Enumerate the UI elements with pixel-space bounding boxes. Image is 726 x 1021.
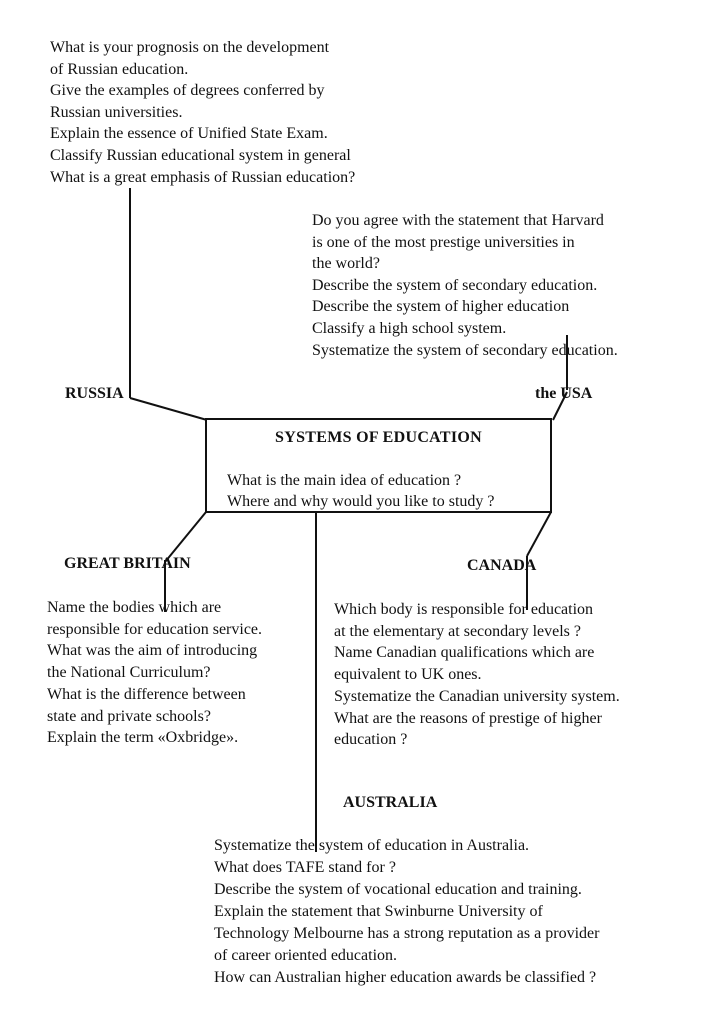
question-line: What is the difference between	[47, 685, 246, 703]
question-line: What is a great emphasis of Russian education?	[50, 168, 356, 186]
question-line: What does TAFE stand for ?	[214, 859, 396, 876]
question-line: Do you agree with the statement that Harvard	[312, 212, 604, 229]
question-line: Systematize the Canadian university system.	[334, 687, 620, 705]
question-line: What was the aim of introducing	[47, 642, 258, 660]
question-line: Explain the term «Oxbridge».	[47, 729, 239, 747]
question-line: Describe the system of vocational education and training.	[214, 881, 582, 898]
question-line: Describe the system of higher education	[312, 298, 570, 316]
australia-label: AUSTRALIA	[343, 794, 438, 811]
canada-questions	[334, 599, 620, 751]
question-line: of career oriented education.	[214, 947, 398, 964]
question-line: Russian universities.	[50, 103, 183, 121]
question-line: Give the examples of degrees conferred by	[50, 82, 325, 100]
russia-questions	[50, 37, 355, 188]
question-line: Technology Melbourne has a strong reputation as a provider	[214, 925, 600, 942]
great-britain-questions	[47, 597, 262, 749]
canada-label: CANADA	[467, 557, 537, 574]
central-topic-box	[205, 418, 552, 513]
question-line: How can Australian higher education awards be classified ?	[214, 969, 597, 986]
question-line: Describe the system of secondary education.	[312, 276, 598, 294]
central-title: SYSTEMS OF EDUCATION	[275, 429, 482, 446]
russia-connector-diagonal	[130, 398, 207, 420]
central-questions	[227, 470, 495, 512]
question-line: Systematize the system of secondary education.	[312, 341, 618, 359]
great-britain-label: GREAT BRITAIN	[64, 555, 191, 572]
question-line: responsible for education service.	[47, 620, 263, 638]
question-line: equivalent to UK ones.	[334, 666, 482, 684]
usa-questions	[312, 210, 618, 361]
question-line: state and private schools?	[47, 707, 211, 725]
question-line: Classify a high school system.	[312, 319, 507, 337]
question-line: Name Canadian qualifications which are	[334, 644, 595, 662]
question-line: Explain the statement that Swinburne University of	[214, 903, 543, 920]
russia-label: RUSSIA	[65, 385, 124, 402]
question-line: Name the bodies which are	[47, 599, 222, 616]
question-line: Classify Russian educational system in general	[50, 146, 351, 164]
question-line: What is the main idea of education ?	[227, 472, 462, 489]
question-line: Where and why would you like to study ?	[227, 493, 495, 510]
canada-connector-diagonal	[527, 512, 551, 556]
question-line: the National Curriculum?	[47, 664, 211, 682]
question-line: education ?	[334, 731, 408, 749]
question-line: Explain the essence of Unified State Exam.	[50, 125, 328, 143]
question-line: is one of the most prestige universities in	[312, 233, 575, 251]
usa-label: the USA	[535, 385, 593, 402]
australia-questions	[214, 835, 599, 989]
question-line: What are the reasons of prestige of higher	[334, 709, 602, 727]
question-line: What is your prognosis on the development	[50, 39, 330, 56]
question-line: the world?	[312, 255, 380, 273]
question-line: Which body is responsible for education	[334, 601, 594, 618]
question-line: Systematize the system of education in Australia.	[214, 837, 530, 854]
question-line: at the elementary at secondary levels ?	[334, 622, 581, 640]
question-line: of Russian education.	[50, 60, 189, 78]
